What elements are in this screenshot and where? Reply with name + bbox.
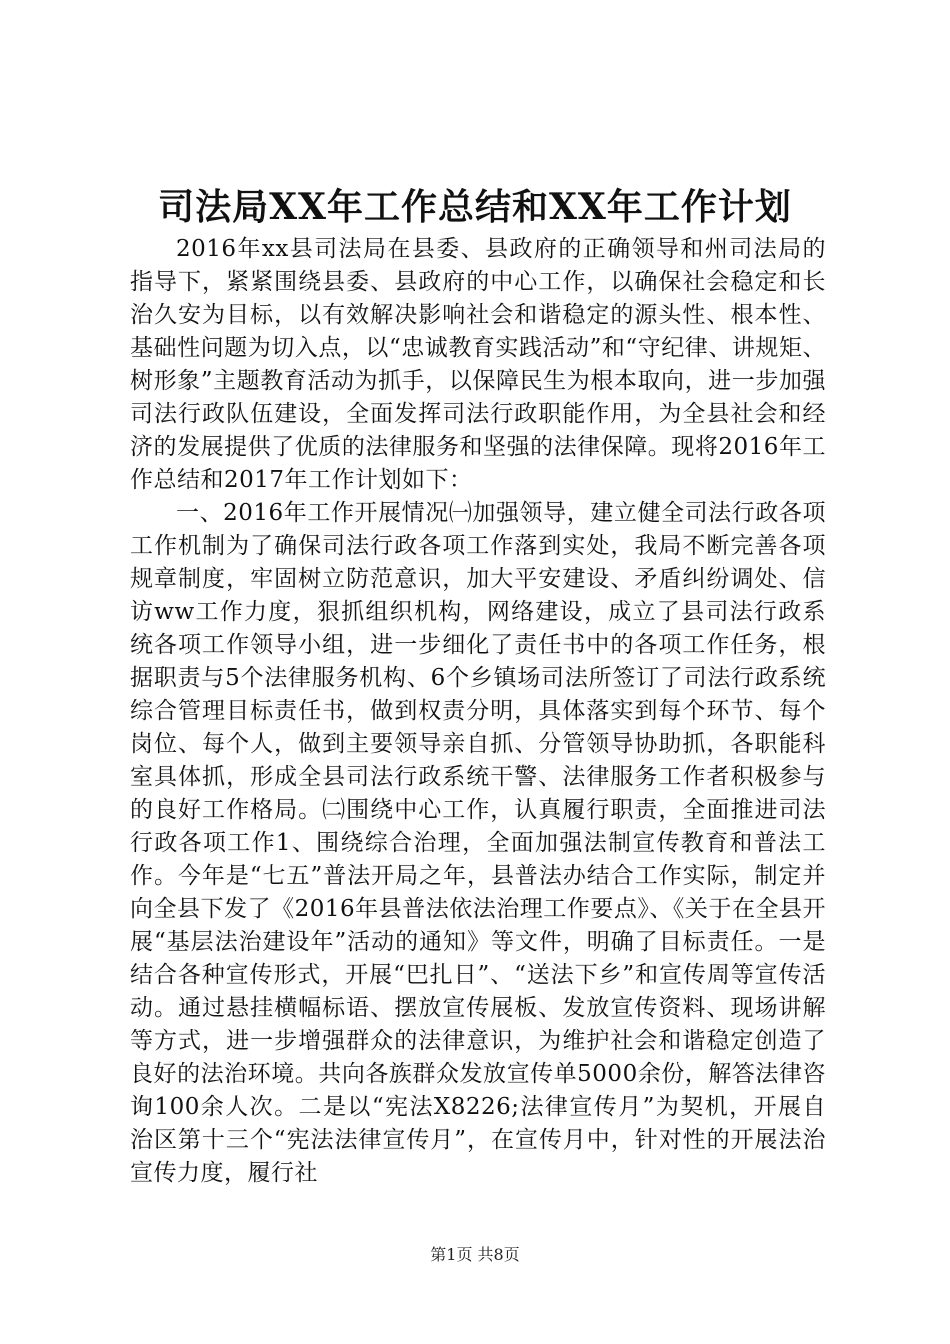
document-body [130, 233, 826, 1190]
document-title: 司法局XX年工作总结和XX年工作计划 [158, 186, 792, 228]
paragraph-intro: 2016年xx县司法局在县委、县政府的正确领导和州司法局的指导下，紧紧围绕县委、县政府的中心工作，以确保社会稳定和长治久安为目标，以有效解决影响社会和谐稳定的源头性、根本性、基础性问题为切入点，以“忠诚教育实践活动”和“守纪律、讲规矩、树形象”主题教育活动为抓手，以保障民生为根本取向，进一步加强司法行政队伍建设，全面发挥司法行政职能作用，为全县社会和经济的发展提供了优质的法律服务和坚强的法律保障。现将2016年工作总结和2017年工作计划如下： [130, 236, 826, 493]
paragraph-work-summary: 一、2016年工作开展情况㈠加强领导，建立健全司法行政各项工作机制为了确保司法行政各项工作落到实处，我局不断完善各项规章制度，牢固树立防范意识，加大平安建设、矛盾纠纷调处、信访ww工作力度，狠抓组织机构，网络建设，成立了县司法行政系统各项工作领导小组，进一步细化了责任书中的各项工作任务，根据职责与5个法律服务机构、6个乡镇场司法所签订了司法行政系统综合管理目标责任书，做到权责分明，具体落实到每个环节、每个岗位、每个人，做到主要领导亲自抓、分管领导协助抓，各职能科室具体抓，形成全县司法行政系统干警、法律服务工作者积极参与的良好工作格局。㈡围绕中心工作，认真履行职责，全面推进司法行政各项工作1、围绕综合治理，全面加强法制宣传教育和普法工作。今年是“七五”普法开局之年，县普法办结合工作实际，制定并向全县下发了《2016年县普法依法治理工作要点》、《关于在全县开展“基层法治建设年”活动的通知》等文件，明确了目标责任。一是结合各种宣传形式，开展“巴扎日”、“送法下乡”和宣传周等宣传活动。通过悬挂横幅标语、摆放宣传展板、发放宣传资料、现场讲解等方式，进一步增强群众的法律意识，为维护社会和谐稳定创造了良好的法治环境。共向各族群众发放宣传单5000余份，解答法律咨询100余人次。二是以“宪法X8226;法律宣传月”为契机，开展自治区第十三个“宪法法律宣传月”，在宣传月中，针对性的开展法治宣传力度，履行社 [130, 500, 826, 1186]
page-number-footer: 第1页 共8页 [430, 1245, 520, 1264]
